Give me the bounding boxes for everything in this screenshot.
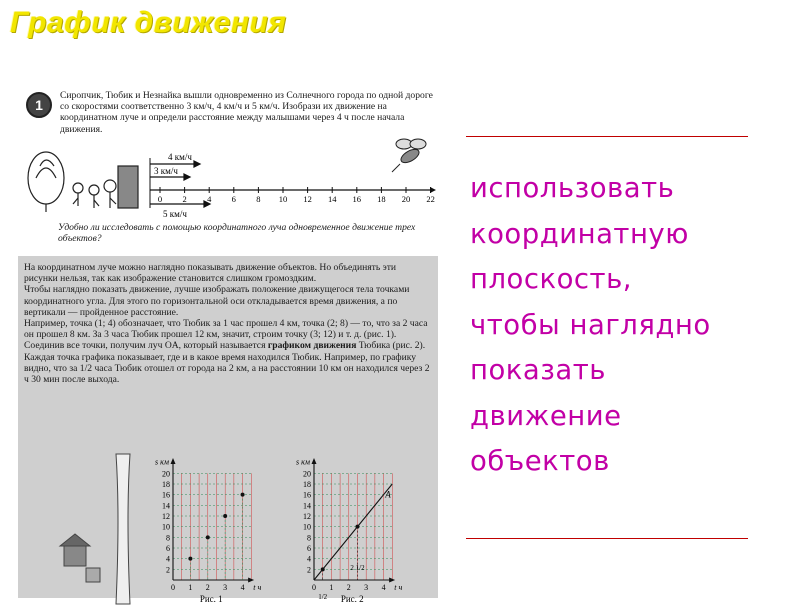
textbook-scan xyxy=(18,86,438,604)
characters-illustration xyxy=(28,152,138,212)
half-hour-label: 1/2 xyxy=(318,593,328,601)
x-axis-unit: t ч xyxy=(253,583,262,592)
x-tick-label: 4 xyxy=(381,583,386,592)
speed-label-3: 3 км/ч xyxy=(154,166,178,176)
speed-label-4: 4 км/ч xyxy=(168,152,192,162)
ray-tick-label: 20 xyxy=(401,194,411,204)
speed-label-5: 5 км/ч xyxy=(163,209,187,219)
ray-tick-label: 4 xyxy=(207,194,212,204)
x-tick-label: 1 xyxy=(188,583,193,592)
message-line-5: показать xyxy=(470,354,606,386)
figure-1-caption: Рис. 1 xyxy=(199,594,223,604)
y-tick-label: 10 xyxy=(303,522,311,532)
x-tick-label: 3 xyxy=(223,583,228,592)
message-line-7: объектов xyxy=(470,445,610,477)
x-tick-label: 0 xyxy=(312,583,316,592)
ray-tick-label: 18 xyxy=(377,194,386,204)
ray-tick-label: 6 xyxy=(231,194,236,204)
figure-1-graph xyxy=(155,458,261,604)
ray-tick-label: 14 xyxy=(327,194,337,204)
x-tick-label: 3 xyxy=(364,583,369,592)
x-tick-label: 1 xyxy=(329,583,334,592)
y-tick-label: 18 xyxy=(303,480,311,489)
y-tick-label: 18 xyxy=(162,480,170,489)
x-tick-label: 4 xyxy=(240,583,245,592)
two-and-half-label: 2 1/2 xyxy=(350,564,365,572)
y-tick-label: 20 xyxy=(162,469,170,479)
coordinate-ray-illustration xyxy=(18,86,438,222)
data-point xyxy=(241,493,245,497)
data-point xyxy=(188,557,192,561)
explanation-paragraph-3: Например, точка (1; 4) обозначает, что Тюбик за 1 час прошел 4 км, точка (2; 8) — то, что за 2 часа он прошел 8 км. За 3 часа Тюбик прошел 12 км, значит, строим точку (3; 12) и т. д. (рис. 1). Соединив все точки, получим луч OA, который называется графиком движения Тюбика (рис. 2). Каждая точка графика показывает, где и в какое время находился Тюбик. Например, по графику видно, что за 1/2 часа Тюбик отошел от города на 2 км, а на расстоянии 10 км он находился через 2 ч 30 мин после выхода. xyxy=(24,318,430,386)
ray-tick-label: 2 xyxy=(182,194,187,204)
explanation-box xyxy=(18,256,438,604)
y-tick-label: 2 xyxy=(166,565,170,575)
y-tick-label: 2 xyxy=(307,565,311,575)
y-tick-label: 12 xyxy=(303,512,311,521)
y-tick-label: 12 xyxy=(162,512,170,521)
y-tick-label: 10 xyxy=(162,522,170,532)
y-axis-unit: s км xyxy=(296,457,310,467)
y-tick-label: 8 xyxy=(307,533,311,543)
x-tick-label: 2 xyxy=(205,583,210,592)
y-tick-label: 6 xyxy=(307,544,311,553)
y-tick-label: 4 xyxy=(166,554,170,564)
message-line-3: плоскость, xyxy=(470,263,633,295)
message-line-4: чтобы наглядно xyxy=(470,308,711,341)
y-tick-label: 8 xyxy=(166,533,170,543)
tree-illustration xyxy=(60,454,130,604)
y-axis-unit: s км xyxy=(155,457,169,467)
top-divider xyxy=(466,136,748,137)
x-tick-label: 0 xyxy=(171,583,175,592)
ray-tick-label: 8 xyxy=(256,194,261,204)
message-line-1: использовать xyxy=(470,172,675,204)
y-tick-label: 6 xyxy=(166,544,170,553)
motion-graphs xyxy=(18,436,438,606)
x-axis-unit: t ч xyxy=(394,583,403,592)
main-message xyxy=(470,166,800,485)
task-text: Сиропчик, Тюбик и Незнайка вышли одновременно из Солнечного города по одной дороге со скоростями соответственно 3 км/ч, 4 км/ч и 5 км/ч. Изобрази их движение на координатном луче и определи расстояние между малышами через 4 ч после начала движения. xyxy=(60,90,433,135)
ray-tick-label: 16 xyxy=(352,194,362,204)
message-line-2: координатную xyxy=(470,217,689,250)
line-label-A: A xyxy=(385,489,391,500)
figure-2-caption: Рис. 2 xyxy=(340,594,364,604)
y-tick-label: 4 xyxy=(307,554,311,564)
data-point xyxy=(223,514,227,518)
y-tick-label: 14 xyxy=(303,501,311,511)
figure-2-graph xyxy=(296,458,402,604)
message-line-6: движение xyxy=(470,399,622,432)
y-tick-label: 14 xyxy=(162,501,170,511)
ray-tick-label: 10 xyxy=(278,194,288,204)
bottom-divider xyxy=(466,538,748,539)
y-tick-label: 16 xyxy=(303,490,311,500)
page-title: График движения xyxy=(10,6,287,39)
task-number-badge: 1 xyxy=(26,92,52,118)
y-tick-label: 16 xyxy=(162,490,170,500)
explanation-paragraph-2: Чтобы наглядно показать движение, лучше изображать положение движущегося тела точками координатного угла. Для этого по горизонтальной оси откладывается время движения, а по вертикали — пройденное расстояние. xyxy=(24,284,410,318)
task-question: Удобно ли исследовать с помощью координатного луча одновременное движение трех объектов? xyxy=(58,222,416,245)
explanation-paragraph-1: На координатном луче можно наглядно показывать движение объектов. Но объединять эти рисунки нельзя, так как изображение становится слишком громоздким. xyxy=(24,262,397,285)
bee-icon xyxy=(392,139,426,172)
ray-tick-label: 12 xyxy=(303,194,312,204)
y-tick-label: 20 xyxy=(303,469,311,479)
data-point xyxy=(206,535,210,539)
x-tick-label: 2 xyxy=(346,583,351,592)
ray-tick-label: 22 xyxy=(426,194,435,204)
ray-tick-label: 0 xyxy=(157,194,163,204)
explanation-text xyxy=(24,262,432,385)
